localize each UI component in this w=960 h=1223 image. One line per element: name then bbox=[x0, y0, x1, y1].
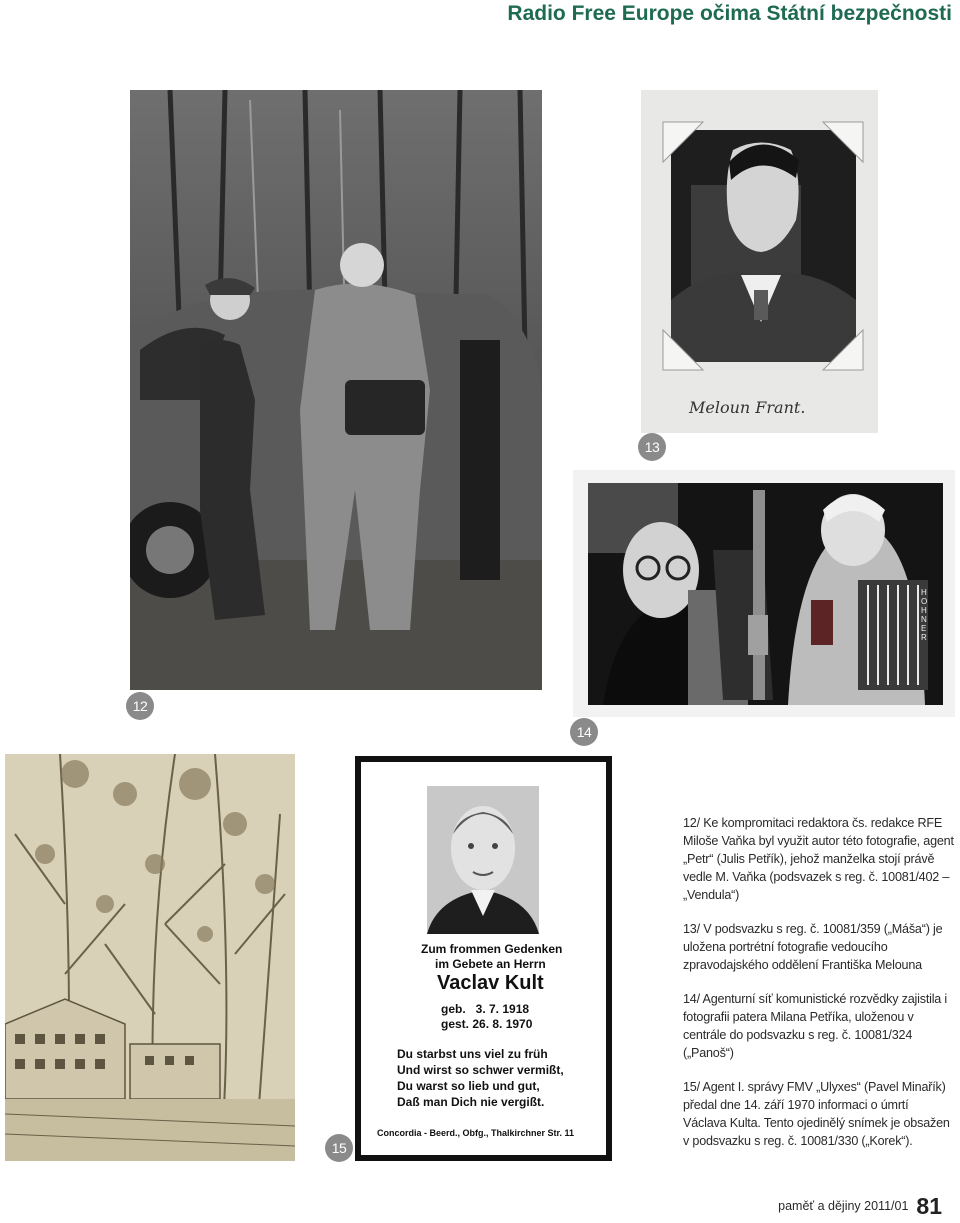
handwritten-caption: Meloun Frant. bbox=[689, 398, 806, 417]
accordion-brand-text: HOHNER bbox=[921, 588, 928, 642]
card-line: Daß man Dich nie vergißt. bbox=[397, 1095, 545, 1109]
figure-number-badge: 14 bbox=[570, 718, 598, 746]
card-line: Du starbst uns viel zu früh bbox=[397, 1047, 548, 1061]
page-footer bbox=[778, 1193, 942, 1220]
caption-14: 14/ Agenturní síť komunistické rozvědky zajistila i fotografii patera Milana Petříka, uloženou v centrále do podsvazku s reg. č. 10081/324 („Panoš“) bbox=[683, 992, 948, 1060]
card-printer-line: Concordia - Beerd., Obfg., Thalkirchner Str. 11 bbox=[377, 1128, 575, 1138]
card-line: Du warst so lieb und gut, bbox=[397, 1079, 540, 1093]
caption-12: 12/ Ke kompromitaci redaktora čs. redakce RFE Miloše Vaňka byl využit autor této fotografie, agent „Petr“ (Julis Petřík), jehož manželka stojí právě vedle M. Vaňka (podsvazek s reg. č. 10081/402 – „Vendula“) bbox=[683, 816, 954, 902]
card-line: im Gebete an Herrn bbox=[435, 957, 546, 971]
architectural-sketch bbox=[5, 754, 295, 1161]
photo-15-memorial-card bbox=[355, 756, 612, 1161]
photo-14-priest-and-accordion bbox=[573, 470, 955, 717]
figure-number-badge: 13 bbox=[638, 433, 666, 461]
journal-name: paměť a dějiny 2011/01 bbox=[778, 1199, 909, 1213]
photo-12-couple-by-car bbox=[130, 90, 542, 690]
figure-number-badge: 15 bbox=[325, 1134, 353, 1162]
card-name: Vaclav Kult bbox=[437, 972, 544, 994]
card-line: gest. 26. 8. 1970 bbox=[441, 1017, 533, 1031]
card-line: geb. 3. 7. 1918 bbox=[441, 1002, 530, 1016]
figure-captions bbox=[683, 814, 955, 1150]
page-number: 81 bbox=[916, 1193, 942, 1219]
card-line: Und wirst so schwer vermißt, bbox=[397, 1063, 564, 1077]
figure-number-badge: 12 bbox=[126, 692, 154, 720]
caption-15: 15/ Agent I. správy FMV „Ulyxes“ (Pavel Minařík) předal dne 14. září 1970 informaci o úmrtí Václava Kulta. Tento ojedinělý snímek je obsažen v podsvazku s reg. č. 10081/330 („Korek“). bbox=[683, 1080, 950, 1148]
running-header: Radio Free Europe očima Státní bezpečnosti bbox=[507, 2, 952, 25]
photo-13-portrait bbox=[641, 90, 878, 433]
caption-13: 13/ V podsvazku s reg. č. 10081/359 („Máša“) je uložena portrétní fotografie vedoucího zpravodajského oddělení Františka Melouna bbox=[683, 922, 943, 972]
card-line: Zum frommen Gedenken bbox=[421, 942, 563, 956]
